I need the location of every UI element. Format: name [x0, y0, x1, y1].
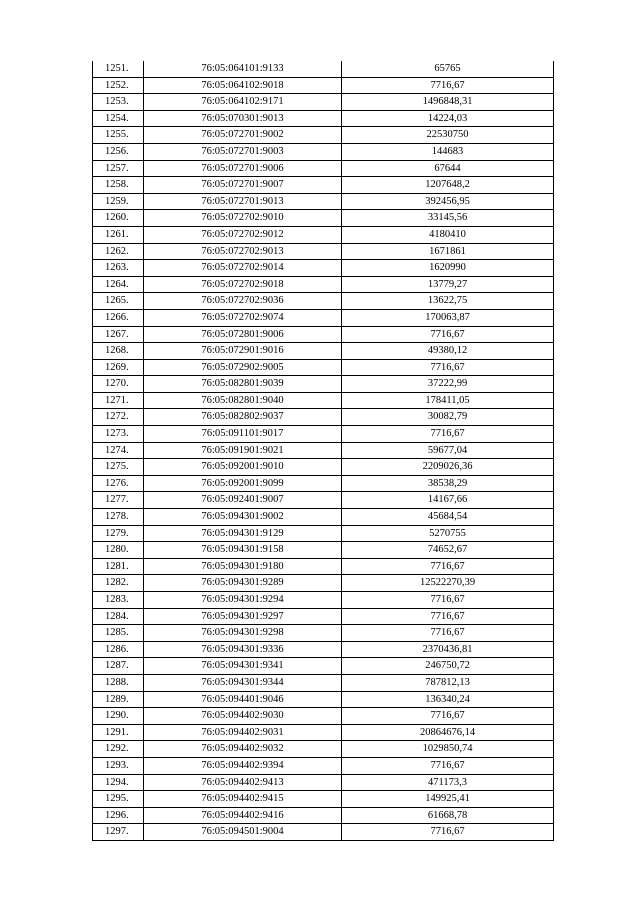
cadastral-value-cell: 4180410: [342, 226, 554, 243]
table-row: [93, 475, 554, 492]
table-row: [93, 392, 554, 409]
cadastral-number-cell: 76:05:094401:9046: [144, 691, 342, 708]
table-row: [93, 61, 554, 77]
cadastral-number-cell: 76:05:094301:9129: [144, 525, 342, 542]
table-row: [93, 525, 554, 542]
table-row: [93, 442, 554, 459]
row-number-cell: 1292.: [93, 741, 144, 758]
document-page: [92, 61, 553, 841]
cadastral-number-cell: 76:05:092001:9099: [144, 475, 342, 492]
cadastral-number-cell: 76:05:094301:9297: [144, 608, 342, 625]
table-row: [93, 77, 554, 94]
row-number-cell: 1286.: [93, 641, 144, 658]
row-number-cell: 1273.: [93, 426, 144, 443]
row-number-cell: 1282.: [93, 575, 144, 592]
row-number-cell: 1254.: [93, 110, 144, 127]
row-number-cell: 1269.: [93, 359, 144, 376]
cadastral-number-cell: 76:05:072702:9036: [144, 293, 342, 310]
row-number-cell: 1293.: [93, 757, 144, 774]
cadastral-value-cell: 13779,27: [342, 276, 554, 293]
cadastral-number-cell: 76:05:094402:9030: [144, 708, 342, 725]
cadastral-number-cell: 76:05:072902:9005: [144, 359, 342, 376]
table-row: [93, 542, 554, 559]
row-number-cell: 1259.: [93, 193, 144, 210]
cadastral-number-cell: 76:05:094402:9394: [144, 757, 342, 774]
cadastral-value-cell: 30082,79: [342, 409, 554, 426]
cadastral-number-cell: 76:05:091901:9021: [144, 442, 342, 459]
row-number-cell: 1280.: [93, 542, 144, 559]
cadastral-value-cell: 178411,05: [342, 392, 554, 409]
cadastral-number-cell: 76:05:094301:9336: [144, 641, 342, 658]
cadastral-value-cell: 22530750: [342, 127, 554, 144]
row-number-cell: 1277.: [93, 492, 144, 509]
table-row: [93, 757, 554, 774]
row-number-cell: 1265.: [93, 293, 144, 310]
cadastral-value-cell: 65765: [342, 61, 554, 77]
cadastral-value-cell: 5270755: [342, 525, 554, 542]
table-row: [93, 426, 554, 443]
table-row: [93, 492, 554, 509]
table-row: [93, 575, 554, 592]
cadastral-value-cell: 33145,56: [342, 210, 554, 227]
table-row: [93, 293, 554, 310]
table-row: [93, 343, 554, 360]
cadastral-value-cell: 2209026,36: [342, 459, 554, 476]
row-number-cell: 1258.: [93, 177, 144, 194]
cadastral-number-cell: 76:05:094301:9158: [144, 542, 342, 559]
row-number-cell: 1274.: [93, 442, 144, 459]
row-number-cell: 1291.: [93, 724, 144, 741]
row-number-cell: 1260.: [93, 210, 144, 227]
cadastral-value-table: [92, 61, 554, 841]
row-number-cell: 1284.: [93, 608, 144, 625]
table-row: [93, 741, 554, 758]
cadastral-number-cell: 76:05:091101:9017: [144, 426, 342, 443]
row-number-cell: 1255.: [93, 127, 144, 144]
cadastral-number-cell: 76:05:072702:9018: [144, 276, 342, 293]
row-number-cell: 1257.: [93, 160, 144, 177]
cadastral-value-cell: 45684,54: [342, 509, 554, 526]
cadastral-value-cell: 7716,67: [342, 625, 554, 642]
row-number-cell: 1267.: [93, 326, 144, 343]
cadastral-number-cell: 76:05:072701:9002: [144, 127, 342, 144]
table-row: [93, 177, 554, 194]
table-row: [93, 243, 554, 260]
cadastral-value-cell: 37222,99: [342, 376, 554, 393]
cadastral-number-cell: 76:05:072701:9013: [144, 193, 342, 210]
table-row: [93, 143, 554, 160]
cadastral-number-cell: 76:05:072701:9003: [144, 143, 342, 160]
table-row: [93, 160, 554, 177]
row-number-cell: 1281.: [93, 558, 144, 575]
cadastral-number-cell: 76:05:094301:9298: [144, 625, 342, 642]
cadastral-value-cell: 471173,3: [342, 774, 554, 791]
cadastral-value-cell: 20864676,14: [342, 724, 554, 741]
cadastral-value-cell: 246750,72: [342, 658, 554, 675]
cadastral-value-cell: 14224,03: [342, 110, 554, 127]
table-row: [93, 807, 554, 824]
row-number-cell: 1290.: [93, 708, 144, 725]
row-number-cell: 1268.: [93, 343, 144, 360]
cadastral-value-cell: 1207648,2: [342, 177, 554, 194]
row-number-cell: 1294.: [93, 774, 144, 791]
cadastral-value-cell: 12522270,39: [342, 575, 554, 592]
row-number-cell: 1251.: [93, 61, 144, 77]
cadastral-value-cell: 392456,95: [342, 193, 554, 210]
cadastral-value-cell: 7716,67: [342, 757, 554, 774]
cadastral-value-cell: 7716,67: [342, 558, 554, 575]
row-number-cell: 1256.: [93, 143, 144, 160]
cadastral-number-cell: 76:05:072901:9016: [144, 343, 342, 360]
cadastral-number-cell: 76:05:092001:9010: [144, 459, 342, 476]
table-row: [93, 127, 554, 144]
cadastral-value-cell: 7716,67: [342, 608, 554, 625]
table-row: [93, 658, 554, 675]
cadastral-value-cell: 59677,04: [342, 442, 554, 459]
row-number-cell: 1270.: [93, 376, 144, 393]
table-row: [93, 592, 554, 609]
cadastral-number-cell: 76:05:072701:9006: [144, 160, 342, 177]
table-row: [93, 509, 554, 526]
cadastral-number-cell: 76:05:094301:9294: [144, 592, 342, 609]
cadastral-value-cell: 67644: [342, 160, 554, 177]
cadastral-value-cell: 7716,67: [342, 77, 554, 94]
cadastral-value-cell: 61668,78: [342, 807, 554, 824]
table-row: [93, 625, 554, 642]
cadastral-number-cell: 76:05:082801:9039: [144, 376, 342, 393]
cadastral-value-cell: 144683: [342, 143, 554, 160]
table-row: [93, 359, 554, 376]
cadastral-number-cell: 76:05:094301:9180: [144, 558, 342, 575]
row-number-cell: 1263.: [93, 260, 144, 277]
table-row: [93, 309, 554, 326]
table-row: [93, 641, 554, 658]
row-number-cell: 1287.: [93, 658, 144, 675]
row-number-cell: 1278.: [93, 509, 144, 526]
cadastral-number-cell: 76:05:094301:9002: [144, 509, 342, 526]
cadastral-value-cell: 13622,75: [342, 293, 554, 310]
table-row: [93, 94, 554, 111]
table-row: [93, 210, 554, 227]
row-number-cell: 1288.: [93, 674, 144, 691]
row-number-cell: 1262.: [93, 243, 144, 260]
cadastral-number-cell: 76:05:072702:9012: [144, 226, 342, 243]
row-number-cell: 1264.: [93, 276, 144, 293]
cadastral-value-cell: 136340,24: [342, 691, 554, 708]
row-number-cell: 1253.: [93, 94, 144, 111]
cadastral-value-cell: 149925,41: [342, 791, 554, 808]
table-body: [93, 61, 554, 840]
cadastral-value-cell: 74652,67: [342, 542, 554, 559]
table-row: [93, 674, 554, 691]
row-number-cell: 1275.: [93, 459, 144, 476]
cadastral-number-cell: 76:05:094501:9004: [144, 824, 342, 841]
cadastral-value-cell: 7716,67: [342, 359, 554, 376]
row-number-cell: 1279.: [93, 525, 144, 542]
cadastral-value-cell: 38538,29: [342, 475, 554, 492]
cadastral-value-cell: 14167,66: [342, 492, 554, 509]
table-row: [93, 608, 554, 625]
table-row: [93, 791, 554, 808]
cadastral-value-cell: 7716,67: [342, 824, 554, 841]
row-number-cell: 1295.: [93, 791, 144, 808]
row-number-cell: 1261.: [93, 226, 144, 243]
row-number-cell: 1266.: [93, 309, 144, 326]
table-row: [93, 276, 554, 293]
table-row: [93, 724, 554, 741]
table-row: [93, 774, 554, 791]
table-row: [93, 558, 554, 575]
row-number-cell: 1271.: [93, 392, 144, 409]
table-row: [93, 376, 554, 393]
cadastral-number-cell: 76:05:064102:9171: [144, 94, 342, 111]
row-number-cell: 1285.: [93, 625, 144, 642]
cadastral-value-cell: 49380,12: [342, 343, 554, 360]
cadastral-value-cell: 7716,67: [342, 426, 554, 443]
row-number-cell: 1272.: [93, 409, 144, 426]
cadastral-number-cell: 76:05:072801:9006: [144, 326, 342, 343]
cadastral-number-cell: 76:05:094402:9413: [144, 774, 342, 791]
cadastral-number-cell: 76:05:072701:9007: [144, 177, 342, 194]
cadastral-number-cell: 76:05:070301:9013: [144, 110, 342, 127]
cadastral-number-cell: 76:05:064101:9133: [144, 61, 342, 77]
cadastral-number-cell: 76:05:094301:9341: [144, 658, 342, 675]
cadastral-number-cell: 76:05:094402:9416: [144, 807, 342, 824]
cadastral-value-cell: 1671861: [342, 243, 554, 260]
cadastral-number-cell: 76:05:094402:9032: [144, 741, 342, 758]
row-number-cell: 1297.: [93, 824, 144, 841]
cadastral-value-cell: 7716,67: [342, 708, 554, 725]
table-row: [93, 824, 554, 841]
cadastral-value-cell: 170063,87: [342, 309, 554, 326]
table-row: [93, 459, 554, 476]
cadastral-value-cell: 7716,67: [342, 592, 554, 609]
cadastral-number-cell: 76:05:092401:9007: [144, 492, 342, 509]
cadastral-number-cell: 76:05:072702:9074: [144, 309, 342, 326]
cadastral-number-cell: 76:05:094402:9415: [144, 791, 342, 808]
table-row: [93, 409, 554, 426]
cadastral-value-cell: 7716,67: [342, 326, 554, 343]
cadastral-value-cell: 1496848,31: [342, 94, 554, 111]
cadastral-number-cell: 76:05:094301:9344: [144, 674, 342, 691]
cadastral-value-cell: 1620990: [342, 260, 554, 277]
table-row: [93, 110, 554, 127]
cadastral-number-cell: 76:05:082802:9037: [144, 409, 342, 426]
table-row: [93, 193, 554, 210]
cadastral-value-cell: 1029850,74: [342, 741, 554, 758]
table-row: [93, 691, 554, 708]
row-number-cell: 1296.: [93, 807, 144, 824]
cadastral-number-cell: 76:05:072702:9013: [144, 243, 342, 260]
table-row: [93, 226, 554, 243]
cadastral-number-cell: 76:05:094301:9289: [144, 575, 342, 592]
table-row: [93, 708, 554, 725]
row-number-cell: 1283.: [93, 592, 144, 609]
cadastral-number-cell: 76:05:072702:9014: [144, 260, 342, 277]
cadastral-value-cell: 787812,13: [342, 674, 554, 691]
cadastral-number-cell: 76:05:082801:9040: [144, 392, 342, 409]
cadastral-number-cell: 76:05:094402:9031: [144, 724, 342, 741]
table-row: [93, 260, 554, 277]
row-number-cell: 1252.: [93, 77, 144, 94]
cadastral-number-cell: 76:05:072702:9010: [144, 210, 342, 227]
row-number-cell: 1276.: [93, 475, 144, 492]
table-row: [93, 326, 554, 343]
cadastral-value-cell: 2370436,81: [342, 641, 554, 658]
row-number-cell: 1289.: [93, 691, 144, 708]
cadastral-number-cell: 76:05:064102:9018: [144, 77, 342, 94]
